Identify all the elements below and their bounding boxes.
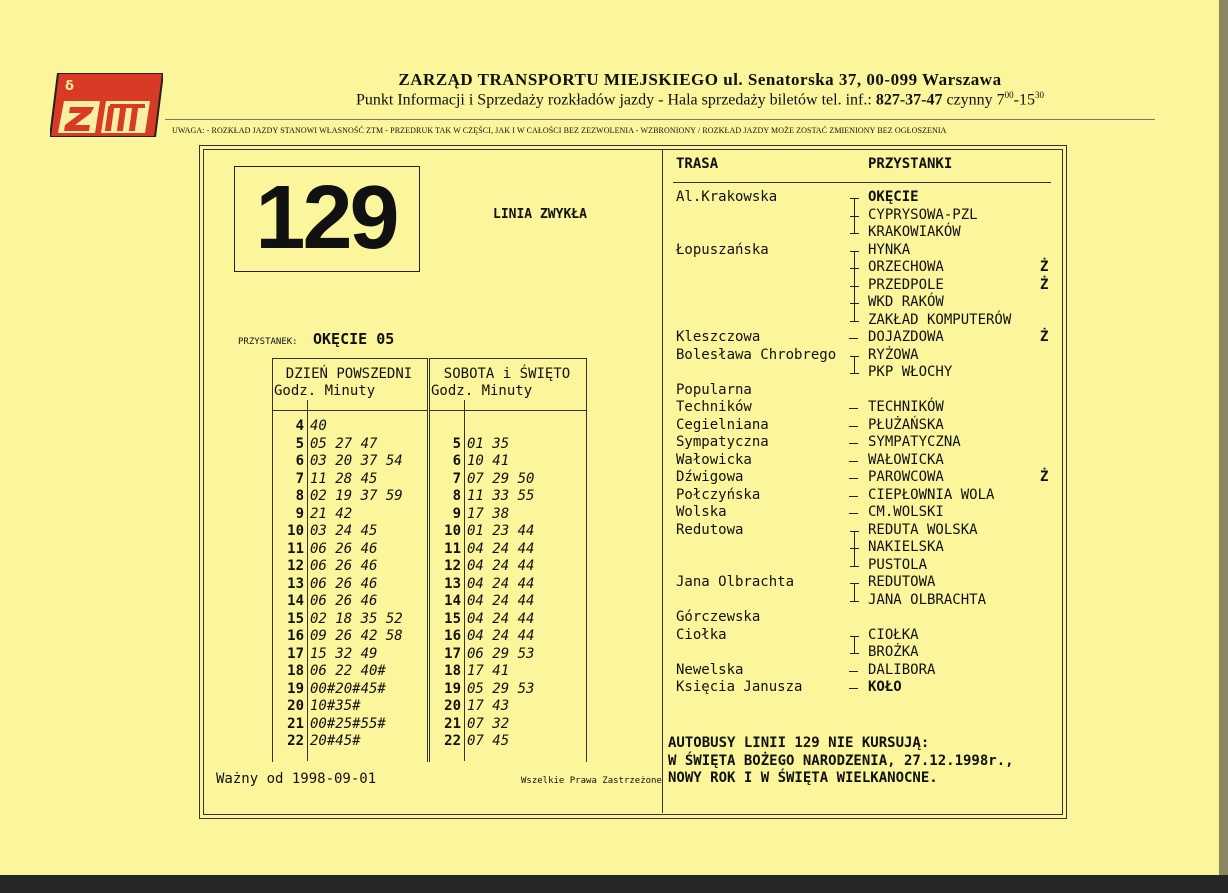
stop-name: NAKIELSKA [868, 539, 944, 555]
minutes: 07 45 [467, 733, 510, 749]
minutes: 00#25#55# [310, 715, 386, 732]
route-street: Bolesława Chrobrego [676, 346, 837, 363]
minutes: 01 35 [467, 435, 510, 452]
hour: 14 [444, 593, 461, 609]
bracket-tick [850, 566, 859, 567]
bracket-tick [850, 601, 859, 602]
hour: 16 [444, 628, 461, 644]
weekday-header-rule [272, 410, 428, 411]
stop-name: CIEPŁOWNIA WOLA [868, 486, 995, 503]
hour: 6 [295, 453, 304, 469]
stop-name: PRZEDPOLE [868, 276, 944, 293]
stop-name: DOJAZDOWA [868, 329, 944, 345]
bracket-tick [850, 583, 859, 584]
bracket-tick [850, 321, 859, 322]
hour: 7 [452, 470, 461, 487]
bracket-tick [850, 198, 859, 199]
route-street: Kleszczowa [676, 329, 761, 345]
bracket-tick [850, 233, 859, 234]
route-street: Księcia Janusza [676, 679, 803, 695]
hour: 9 [452, 505, 461, 522]
bracket-tick [850, 216, 859, 217]
stop-name: CM.WOLSKI [868, 504, 944, 520]
scan-edge-right [1219, 0, 1228, 893]
minutes: 00#20#45# [310, 680, 386, 697]
stop-name: REDUTA WOLSKA [868, 521, 978, 538]
route-street: Techników [676, 399, 752, 415]
hour: 8 [295, 488, 304, 504]
stop-name: PKP WŁOCHY [868, 364, 953, 380]
minutes: 21 42 [310, 505, 353, 522]
stop-dash [849, 426, 858, 427]
bracket-tick [850, 531, 859, 532]
request-stop-mark: Ż [1040, 469, 1049, 485]
minutes: 04 24 44 [467, 540, 535, 557]
hour: 9 [295, 505, 304, 522]
minutes: 15 32 49 [310, 645, 378, 662]
route-bracket [854, 356, 855, 374]
valid-from: Ważny od 1998-09-01 [216, 771, 377, 787]
minutes: 06 26 46 [310, 575, 378, 592]
minutes: 06 26 46 [310, 593, 378, 609]
hour: 19 [287, 680, 304, 697]
hour: 5 [452, 435, 461, 452]
stop-name: TECHNIKÓW [868, 399, 944, 415]
stop-label: PRZYSTANEK: [238, 337, 298, 347]
bracket-tick [850, 653, 859, 654]
route-street: Górczewska [676, 609, 761, 625]
hour: 13 [444, 575, 461, 592]
org-line: ZARZĄD TRANSPORTU MIEJSKIEGO ul. Senatorska 37, 00-099 Warszawa [398, 70, 1002, 89]
bracket-tick [850, 251, 859, 252]
hour: 13 [287, 575, 304, 592]
minutes: 07 32 [467, 715, 510, 732]
route-street: Sympatyczna [676, 434, 769, 450]
stop-name: RYŻOWA [868, 346, 919, 363]
notice-line-3: NOWY ROK I W ŚWIĘTA WIELKANOCNE. [668, 770, 938, 786]
route-column-header: TRASA [676, 156, 719, 172]
weekday-title: DZIEŃ POWSZEDNI [285, 366, 413, 382]
route-street: Wałowicka [676, 451, 752, 468]
bracket-tick [850, 303, 859, 304]
minutes: 17 43 [467, 698, 510, 714]
minutes: 05 29 53 [467, 680, 535, 697]
weekend-title: SOBOTA i ŚWIĘTO [443, 366, 571, 382]
hour: 14 [287, 593, 304, 609]
route-street: Al.Krakowska [676, 189, 778, 205]
stop-name: CIOŁKA [868, 626, 919, 643]
stop-dash [849, 478, 858, 479]
hour: 21 [287, 715, 304, 732]
route-bracket [854, 583, 855, 601]
hour: 15 [287, 610, 304, 627]
hour: 21 [444, 715, 461, 732]
stop-dash [849, 443, 858, 444]
bracket-tick [850, 268, 859, 269]
stop-dash [849, 338, 858, 339]
route-street: Cegielniana [676, 416, 769, 433]
stop-name: WKD RAKÓW [868, 294, 944, 310]
minutes: 11 28 45 [310, 470, 378, 487]
minutes: 17 41 [467, 663, 510, 679]
stop-name: KRAKOWIAKÓW [868, 224, 961, 240]
hour: 17 [287, 645, 304, 662]
stop-dash [849, 461, 858, 462]
hour: 6 [452, 453, 461, 469]
minutes: 04 24 44 [467, 593, 535, 609]
minutes: 04 24 44 [467, 628, 535, 644]
minutes: 10#35# [310, 698, 361, 714]
minutes: 01 23 44 [467, 523, 535, 539]
info-line: Punkt Informacji i Sprzedaży rozkładów jazdy - Hala sprzedaży biletów tel. inf.: 827-37-47 czynny $7^{00}-15^{30}$ [355, 90, 1044, 109]
hour: 5 [295, 435, 304, 452]
minutes: 04 24 44 [467, 558, 535, 574]
hour: 11 [287, 540, 304, 557]
stop-dash [849, 688, 858, 689]
minutes: 20#45# [310, 733, 361, 749]
hour: 10 [444, 523, 461, 539]
minutes: 02 19 37 59 [310, 488, 403, 504]
weekday-hour-divider [307, 400, 308, 761]
hour: 17 [444, 645, 461, 662]
minutes: 40 [310, 418, 327, 434]
route-street: Popularna [676, 381, 752, 398]
stop-name: WAŁOWICKA [868, 451, 944, 468]
weekend-header-rule [429, 410, 587, 411]
stop-name: JANA OLBRACHTA [868, 591, 987, 608]
stop-name: REDUTOWA [868, 574, 936, 590]
copyright-warning: UWAGA: - ROZKŁAD JAZDY STANOWI WŁASNOŚĆ ZTM - PRZEDRUK TAK W CZĘŚCI, JAK I W CAŁOŚCI BEZ ZEZWOLENIA - WZBRONIONY / ROZKŁAD JAZDY MOŻE ZOSTAĆ ZMIENIONY BEZ OGŁOSZENIA [172, 126, 947, 135]
hour: 12 [287, 558, 304, 574]
route-street: Łopuszańska [676, 241, 769, 258]
hour: 8 [452, 488, 461, 504]
bracket-tick [850, 548, 859, 549]
stop-name: SYMPATYCZNA [868, 434, 961, 450]
weekday-subtitle: Godz. Minuty [274, 383, 376, 399]
minutes: 17 38 [467, 505, 510, 522]
stop-name: ZAKŁAD KOMPUTERÓW [868, 311, 1012, 328]
hour: 22 [444, 733, 461, 749]
ztm-logo [50, 73, 163, 137]
bracket-tick [850, 636, 859, 637]
minutes: 06 26 46 [310, 540, 378, 557]
bracket-tick [850, 373, 859, 374]
stop-name: PUSTOLA [868, 556, 928, 573]
stop-name: PAROWCOWA [868, 469, 944, 485]
hour: 10 [287, 523, 304, 539]
hour: 18 [444, 663, 461, 679]
minutes: 05 27 47 [310, 435, 378, 452]
hour: 11 [444, 540, 461, 557]
stop-name: HYNKA [868, 241, 911, 258]
weekend-subtitle: Godz. Minuty [431, 383, 533, 399]
request-stop-mark: Ż [1040, 259, 1049, 275]
minutes: 04 24 44 [467, 575, 535, 592]
line-type: LINIA ZWYKŁA [493, 207, 587, 222]
route-street: Połczyńska [676, 486, 761, 503]
route-street: Wolska [676, 504, 727, 520]
minutes: 04 24 44 [467, 610, 535, 627]
minutes: 09 26 42 58 [310, 628, 403, 644]
stop-dash [849, 496, 858, 497]
stops-column-header: PRZYSTANKI [868, 156, 953, 172]
info-phone: 827-37-47 [875, 91, 943, 109]
route-street: Dźwigowa [676, 469, 744, 485]
route-street: Redutowa [676, 521, 744, 538]
bracket-tick [850, 286, 859, 287]
svg-text:δ: δ [65, 79, 74, 94]
route-bracket [854, 636, 855, 654]
stop-dash [849, 408, 858, 409]
route-street: Jana Olbrachta [676, 574, 795, 590]
hour: 20 [287, 698, 304, 714]
minutes: 10 41 [467, 453, 510, 469]
minutes: 06 26 46 [310, 558, 378, 574]
minutes: 02 18 35 52 [310, 610, 403, 627]
notice-line-1: AUTOBUSY LINII 129 NIE KURSUJĄ: [668, 735, 930, 751]
hour: 18 [287, 663, 304, 679]
minutes: 03 24 45 [310, 523, 378, 539]
hour: 15 [444, 610, 461, 627]
stop-dash [849, 513, 858, 514]
minutes: 07 29 50 [467, 470, 535, 487]
route-street: Ciołka [676, 626, 727, 643]
center-divider [662, 150, 663, 813]
stop-name: OKĘCIE [868, 189, 919, 205]
hour: 19 [444, 680, 461, 697]
request-stop-mark: Ż [1040, 276, 1049, 293]
weekend-hour-divider [464, 400, 465, 761]
hour: 4 [295, 418, 304, 434]
hour: 12 [444, 558, 461, 574]
minutes: 11 33 55 [467, 488, 535, 504]
hour: 20 [444, 698, 461, 714]
route-street: Newelska [676, 661, 744, 678]
stop-name: OKĘCIE 05 [313, 330, 395, 348]
stop-name: PŁUŻAŃSKA [868, 416, 944, 433]
stop-name: BROŻKA [868, 644, 919, 660]
minutes: 06 22 40# [310, 663, 386, 679]
line-number: 129 [255, 168, 397, 268]
stop-dash [849, 671, 858, 672]
route-header-rule [673, 182, 1051, 183]
stop-name: ORZECHOWA [868, 259, 944, 275]
stop-name: DALIBORA [868, 661, 936, 678]
rights-reserved: Wszelkie Prawa Zastrzeżone [521, 776, 662, 786]
service-notice [668, 735, 1014, 788]
scan-edge-bottom [0, 875, 1228, 893]
stop-name: CYPRYSOWA-PZL [868, 206, 978, 223]
bracket-tick [850, 356, 859, 357]
notice-line-2: W ŚWIĘTA BOŻEGO NARODZENIA, 27.12.1998r., [668, 752, 1014, 769]
request-stop-mark: Ż [1040, 329, 1049, 345]
hour: 7 [295, 470, 304, 487]
hour: 22 [287, 733, 304, 749]
minutes: 06 29 53 [467, 645, 535, 662]
stop-name: KOŁO [868, 679, 902, 695]
minutes: 03 20 37 54 [310, 453, 403, 469]
hour: 16 [287, 628, 304, 644]
header-rule [165, 119, 1155, 120]
